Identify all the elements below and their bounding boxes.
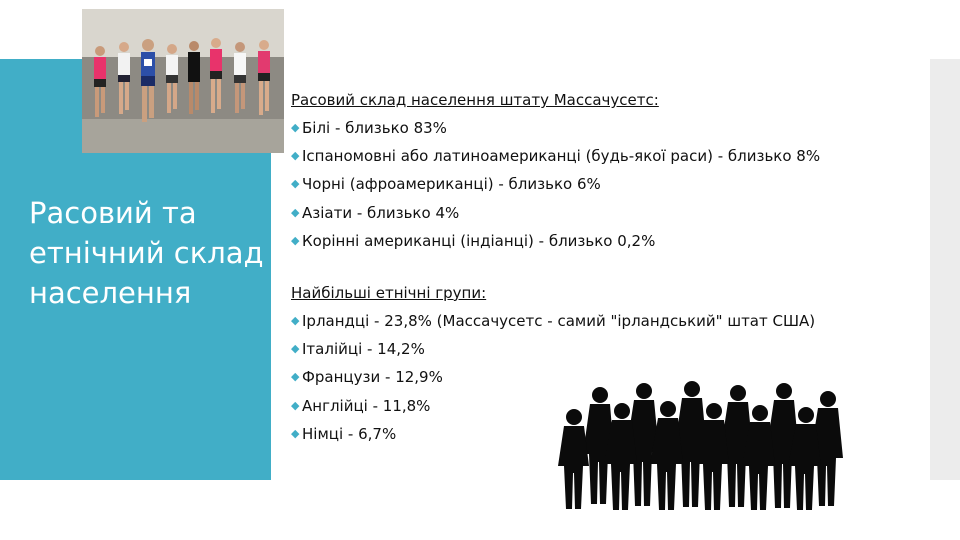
bullet-icon: ◆	[291, 370, 300, 384]
section-heading-ethnic: Найбільші етнічні групи:	[291, 283, 487, 302]
bullet-icon: ◆	[291, 205, 300, 219]
list-item: ◆ Корінні американці (індіанці) - близько 0,2%	[291, 227, 911, 255]
race-list	[291, 114, 911, 255]
slide-title: Расовий та етнічний склад населення	[29, 196, 264, 310]
list-item: ◆ Французи - 12,9%	[291, 363, 911, 391]
list-item: ◆ Італійці - 14,2%	[291, 335, 911, 363]
section-gap	[291, 255, 911, 279]
bullet-icon: ◆	[291, 177, 300, 191]
bullet-icon: ◆	[291, 233, 300, 247]
bullet-icon: ◆	[291, 121, 300, 134]
bullet-icon: ◆	[291, 149, 300, 163]
list-item: ◆ Іспаномовні або латиноамериканці (будь-якої раси) - близько 8%	[291, 142, 911, 170]
list-item: ◆ Англійці - 11,8%	[291, 392, 911, 420]
bullet-icon: ◆	[291, 313, 300, 327]
list-item: ◆ Ірландці - 23,8% (Массачусетс - самий "ірландський" штат США)	[291, 307, 911, 335]
section-heading-race: Расовий склад населення штату Массачусетс:	[291, 91, 659, 109]
right-scroll-bar	[930, 59, 960, 480]
bullet-icon: ◆	[291, 398, 300, 412]
runners-photo	[82, 9, 284, 153]
list-item: ◆ Чорні (афроамериканці) - близько 6%	[291, 170, 911, 198]
list-item: ◆ Німці - 6,7%	[291, 420, 911, 448]
bullet-icon: ◆	[291, 426, 300, 440]
people-silhouettes-image	[552, 381, 854, 511]
bullet-icon: ◆	[291, 342, 300, 356]
list-item: ◆ Білі - близько 83%	[291, 114, 911, 142]
list-item: ◆ Азіати - близько 4%	[291, 199, 911, 227]
